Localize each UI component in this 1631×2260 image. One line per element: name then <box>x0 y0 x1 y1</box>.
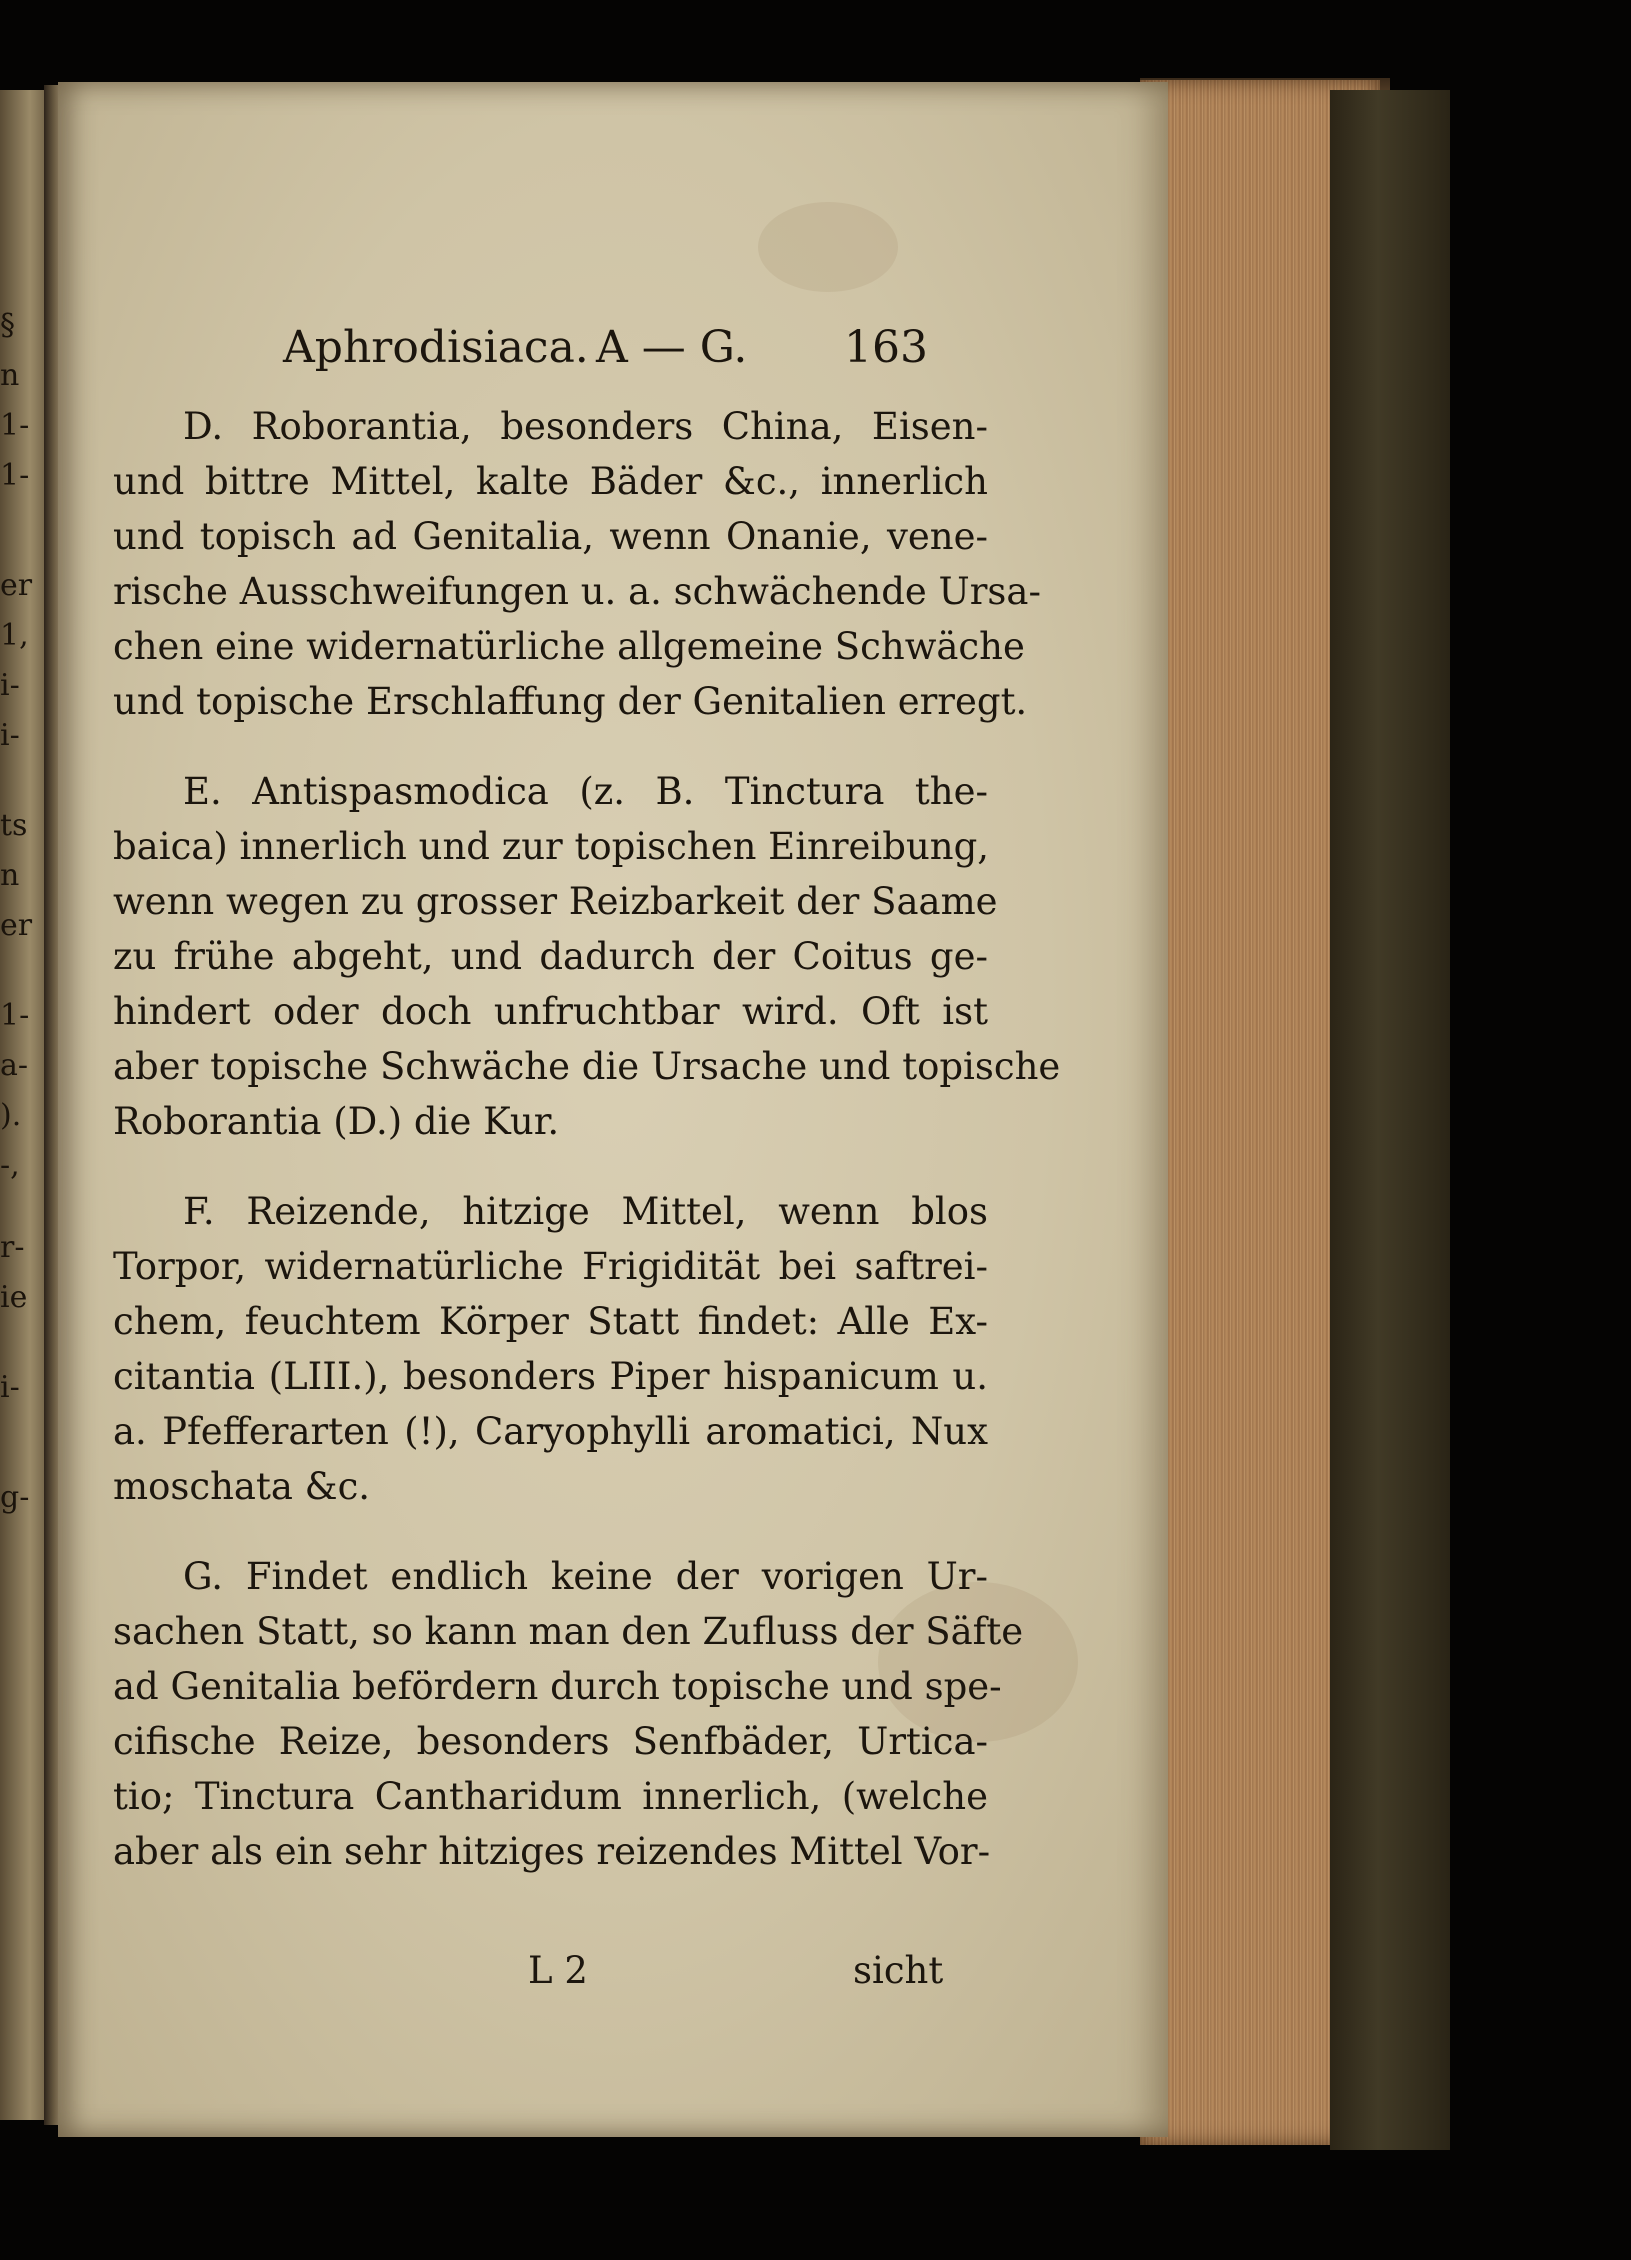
left-page-fragment: a- <box>0 1048 29 1083</box>
book-cover <box>1330 90 1450 2150</box>
left-page-edge <box>0 90 50 2120</box>
left-page-fragment: g- <box>0 1480 30 1515</box>
text-line: ad Genitalia befördern durch topische und spe- <box>113 1665 1002 1708</box>
left-page-fragment: 1, <box>0 618 29 653</box>
text-line: F. Reizende, hitzige Mittel, wenn blos <box>183 1190 988 1233</box>
catchword: sicht <box>853 1949 944 1992</box>
text-line: a. Pfefferarten (!), Caryophylli aromatici, Nux <box>113 1410 988 1453</box>
header-range: A — G. <box>596 322 748 373</box>
text-line: sachen Statt, so kann man den Zufluss der Säfte <box>113 1610 1024 1653</box>
left-page-fragment: er <box>0 568 33 603</box>
left-page-fragment: § <box>0 308 15 343</box>
left-page-fragment: i- <box>0 718 20 753</box>
text-line: und bittre Mittel, kalte Bäder &c., innerlich <box>113 460 988 503</box>
left-page-fragment: i- <box>0 668 20 703</box>
text-line: citantia (LIII.), besonders Piper hispanicum u. <box>113 1355 988 1398</box>
left-page-fragment: -, <box>0 1148 20 1183</box>
page-content <box>58 82 1168 2137</box>
left-page-fragment: 1- <box>0 408 30 443</box>
text-line: moschata &c. <box>113 1465 371 1508</box>
page-footer <box>58 1944 1168 1998</box>
left-page-fragment: ). <box>0 1098 22 1133</box>
text-line: und topisch ad Genitalia, wenn Onanie, vene- <box>113 515 988 558</box>
left-page-fragment: ie <box>0 1280 28 1315</box>
text-line: G. Findet endlich keine der vorigen Ur- <box>183 1555 988 1598</box>
text-line: Roborantia (D.) die Kur. <box>113 1100 560 1143</box>
text-line: D. Roborantia, besonders China, Eisen- <box>183 405 988 448</box>
text-line: cifische Reize, besonders Senfbäder, Urtica- <box>113 1720 988 1763</box>
text-line: hindert oder doch unfruchtbar wird. Oft ist <box>113 990 988 1033</box>
text-line: aber topische Schwäche die Ursache und topische <box>113 1045 1061 1088</box>
left-page-fragment: n <box>0 858 20 893</box>
text-line: zu frühe abgeht, und dadurch der Coitus ge- <box>113 935 988 978</box>
text-line: aber als ein sehr hitziges reizendes Mittel Vor- <box>113 1830 991 1873</box>
page-number: 163 <box>844 322 928 373</box>
right-page <box>58 82 1168 2137</box>
text-line: chem, feuchtem Körper Statt findet: Alle Ex- <box>113 1300 988 1343</box>
left-page-fragment: r- <box>0 1230 25 1265</box>
text-line: chen eine widernatürliche allgemeine Schwäche <box>113 625 1025 668</box>
left-page-fragment: er <box>0 908 33 943</box>
left-page-fragment: 1- <box>0 998 30 1033</box>
running-header <box>58 322 1168 382</box>
text-line: tio; Tinctura Cantharidum innerlich, (welche <box>113 1775 988 1818</box>
text-line: wenn wegen zu grosser Reizbarkeit der Saame <box>113 880 998 923</box>
text-line: E. Antispasmodica (z. B. Tinctura the- <box>183 770 988 813</box>
text-line: baica) innerlich und zur topischen Einreibung, <box>113 825 990 868</box>
header-title: Aphrodisiaca. <box>283 322 589 373</box>
left-page-fragment: n <box>0 358 20 393</box>
left-page-fragment: 1- <box>0 458 30 493</box>
text-line: Torpor, widernatürliche Frigidität bei saftrei- <box>113 1245 988 1288</box>
left-page-fragment: ts <box>0 808 28 843</box>
left-page-fragment: i- <box>0 1370 20 1405</box>
text-line: rische Ausschweifungen u. a. schwächende Ursa- <box>113 570 1041 613</box>
text-line: und topische Erschlaffung der Genitalien erregt. <box>113 680 1028 723</box>
signature-mark: L 2 <box>528 1949 588 1992</box>
